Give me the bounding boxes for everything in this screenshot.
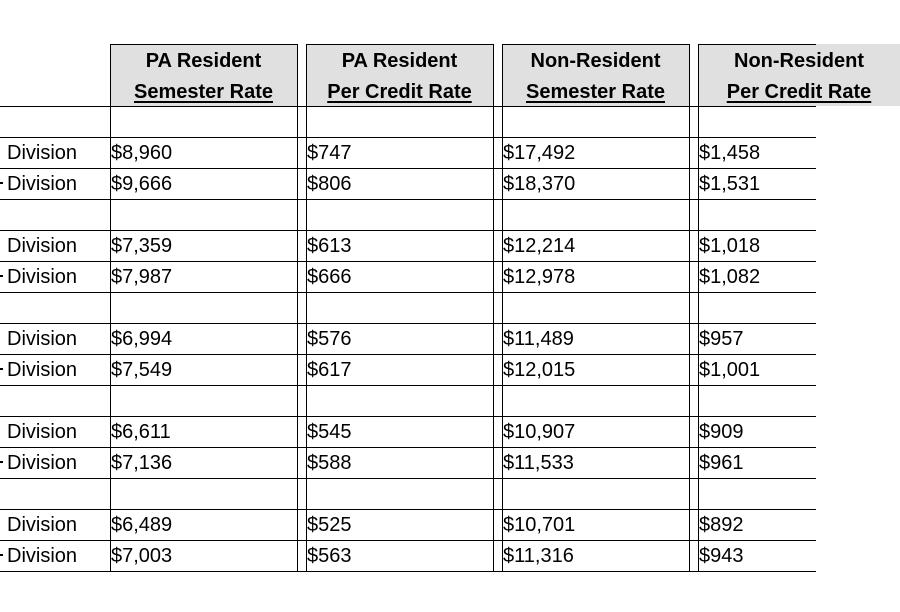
rate-cell: $12,214 xyxy=(503,235,576,257)
column-header-line1: Non-Resident xyxy=(530,50,661,72)
row-label xyxy=(0,327,108,351)
row-label-text: Division xyxy=(7,421,78,443)
rate-cell: $10,701 xyxy=(503,514,576,536)
grid-line xyxy=(0,323,816,324)
rate-cell: $7,003 xyxy=(111,545,173,567)
column-header-line1: Non-Resident xyxy=(734,50,864,72)
grid-line xyxy=(0,447,816,448)
rate-cell: $961 xyxy=(699,452,744,474)
grid-line xyxy=(698,44,699,572)
rate-cell: $666 xyxy=(307,266,352,288)
rate-cell: $1,458 xyxy=(699,142,761,164)
rate-cell: $7,359 xyxy=(111,235,173,257)
row-label-text: Division xyxy=(7,545,78,567)
rate-cell: $576 xyxy=(307,328,352,350)
row-label xyxy=(0,358,108,382)
grid-line xyxy=(0,416,816,417)
grid-line xyxy=(0,385,816,386)
rate-cell: $7,136 xyxy=(111,452,173,474)
row-label-text: Division xyxy=(7,235,78,257)
rate-cell: $806 xyxy=(307,173,352,195)
row-label xyxy=(0,172,108,196)
rate-cell: $17,492 xyxy=(503,142,576,164)
row-label xyxy=(0,420,108,444)
grid-line xyxy=(502,44,503,572)
rate-cell: $1,531 xyxy=(699,173,761,195)
row-label-text: Division xyxy=(7,142,78,164)
grid-line xyxy=(0,106,816,107)
rate-cell: $11,533 xyxy=(503,452,574,474)
row-label-text: Division xyxy=(7,359,78,381)
grid-line xyxy=(0,168,816,169)
rate-cell: $11,489 xyxy=(503,328,574,350)
rate-cell: $909 xyxy=(699,421,744,443)
row-label xyxy=(0,234,108,258)
grid-line xyxy=(306,44,307,572)
grid-line xyxy=(0,571,816,572)
grid-line xyxy=(110,44,111,572)
rate-cell: $18,370 xyxy=(503,173,576,195)
grid-line xyxy=(0,137,816,138)
row-label-text: Division xyxy=(7,328,78,350)
rate-cell: $545 xyxy=(307,421,352,443)
grid-line xyxy=(493,44,494,572)
grid-line xyxy=(0,509,816,510)
column-header-line2: Semester Rate xyxy=(526,81,665,103)
rate-cell: $12,978 xyxy=(503,266,576,288)
grid-line xyxy=(0,292,816,293)
rate-cell: $9,666 xyxy=(111,173,173,195)
cropped-text-fragment xyxy=(0,275,3,277)
rate-cell: $957 xyxy=(699,328,744,350)
rate-cell: $563 xyxy=(307,545,352,567)
column-header-line2: Per Credit Rate xyxy=(327,81,472,103)
column-header-line2: Per Credit Rate xyxy=(726,81,872,103)
column-header-line1: PA Resident xyxy=(341,50,458,72)
row-label xyxy=(0,141,108,165)
grid-line xyxy=(306,44,493,45)
cropped-text-fragment xyxy=(0,461,3,463)
cropped-text-fragment xyxy=(0,182,3,184)
rate-cell: $1,018 xyxy=(699,235,761,257)
grid-line xyxy=(698,44,816,45)
rate-cell: $1,001 xyxy=(699,359,761,381)
grid-line xyxy=(0,261,816,262)
row-label xyxy=(0,451,108,475)
row-label-text: Division xyxy=(7,266,78,288)
grid-line xyxy=(0,199,816,200)
row-label xyxy=(0,513,108,537)
rate-cell: $6,489 xyxy=(111,514,173,536)
rate-cell: $7,549 xyxy=(111,359,173,381)
cropped-text-fragment xyxy=(0,554,3,556)
rate-cell: $892 xyxy=(699,514,744,536)
grid-line xyxy=(0,354,816,355)
row-label-text: Division xyxy=(7,173,78,195)
column-header-line1: PA Resident xyxy=(145,50,262,72)
rate-cell: $943 xyxy=(699,545,744,567)
column-header-line2: Semester Rate xyxy=(134,81,273,103)
rate-cell: $617 xyxy=(307,359,352,381)
row-label-text: Division xyxy=(7,452,78,474)
grid-line xyxy=(502,44,689,45)
rate-cell: $747 xyxy=(307,142,352,164)
rate-cell: $11,316 xyxy=(503,545,574,567)
row-label-text: Division xyxy=(7,514,78,536)
rate-cell: $588 xyxy=(307,452,352,474)
rate-cell: $10,907 xyxy=(503,421,576,443)
rate-cell: $1,082 xyxy=(699,266,761,288)
grid-line xyxy=(0,478,816,479)
grid-line xyxy=(297,44,298,572)
grid-line xyxy=(0,540,816,541)
grid-line xyxy=(689,44,690,572)
rate-cell: $8,960 xyxy=(111,142,173,164)
grid-line xyxy=(0,230,816,231)
cropped-text-fragment xyxy=(0,368,3,370)
rate-cell: $6,611 xyxy=(111,421,171,443)
rate-cell: $7,987 xyxy=(111,266,173,288)
row-label xyxy=(0,544,108,568)
row-label xyxy=(0,265,108,289)
rate-cell: $12,015 xyxy=(503,359,576,381)
rate-cell: $525 xyxy=(307,514,352,536)
rate-cell: $613 xyxy=(307,235,352,257)
grid-line xyxy=(110,44,297,45)
rate-cell: $6,994 xyxy=(111,328,173,350)
